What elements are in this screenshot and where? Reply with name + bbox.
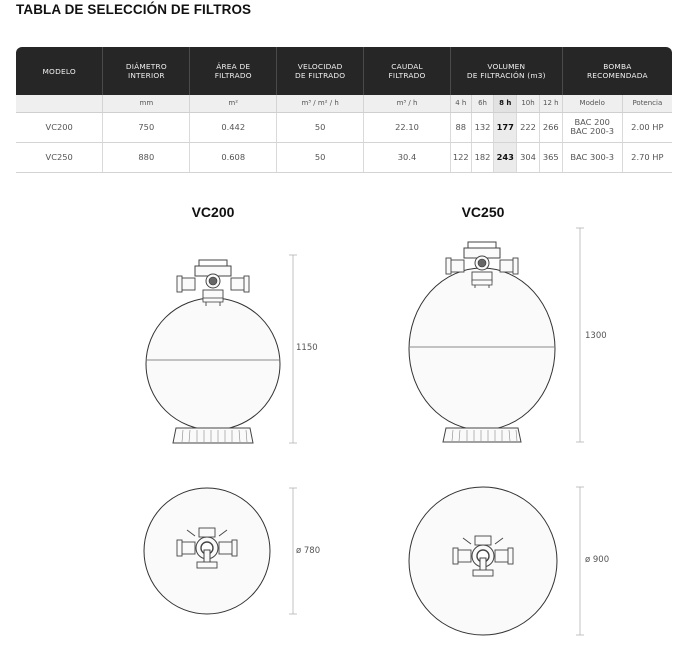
unit-potencia: Potencia [622, 95, 672, 112]
cell-area: 0.608 [190, 142, 277, 172]
cell-6h: 132 [471, 112, 494, 142]
cell-modelo: VC250 [16, 142, 103, 172]
cell-caudal: 22.10 [364, 112, 451, 142]
cell-6h: 182 [471, 142, 494, 172]
cell-caudal: 30.4 [364, 142, 451, 172]
cell-8h: 243 [494, 142, 517, 172]
vc200-diameter-label: ø 780 [296, 546, 321, 556]
cell-4h: 88 [450, 112, 471, 142]
cell-4h: 122 [450, 142, 471, 172]
unit-12h: 12 h [539, 95, 562, 112]
vc200-diameter-dimension-line [289, 488, 297, 614]
vc200-top-view [144, 488, 270, 614]
header-caudal: CAUDAL FILTRADO [364, 47, 451, 95]
vc250-side-view [409, 242, 555, 442]
unit-bomba-modelo: Modelo [562, 95, 622, 112]
cell-8h: 177 [494, 112, 517, 142]
cell-10h: 222 [517, 112, 540, 142]
cell-bomba-modelo: BAC 200 BAC 200-3 [562, 112, 622, 142]
unit-10h: 10h [517, 95, 540, 112]
cell-12h: 365 [539, 142, 562, 172]
cell-diametro: 750 [103, 112, 190, 142]
cell-area: 0.442 [190, 112, 277, 142]
vc250-diameter-dimension-line [576, 487, 584, 635]
header-modelo: MODELO [16, 47, 103, 95]
header-volumen: VOLUMEN DE FILTRACIÓN (m3) [450, 47, 562, 95]
vc250-title: VC250 [461, 204, 505, 220]
cell-diametro: 880 [103, 142, 190, 172]
unit-caudal: m³ / h [364, 95, 451, 112]
cell-potencia: 2.70 HP [622, 142, 672, 172]
vc200-height-dimension-line [289, 255, 297, 443]
vc250-height-dimension-line [576, 228, 584, 442]
cell-12h: 266 [539, 112, 562, 142]
vc200-title: VC200 [191, 204, 235, 220]
vc200-side-view [146, 260, 280, 443]
cell-modelo: VC200 [16, 112, 103, 142]
unit-4h: 4 h [450, 95, 471, 112]
cell-potencia: 2.00 HP [622, 112, 672, 142]
vc250-top-view [409, 487, 557, 635]
unit-6h: 6h [471, 95, 494, 112]
cell-velocidad: 50 [277, 142, 364, 172]
header-velocidad: VELOCIDAD DE FILTRADO [277, 47, 364, 95]
page-title: TABLA DE SELECCIÓN DE FILTROS [16, 2, 252, 17]
header-diametro: DIÁMETRO INTERIOR [103, 47, 190, 95]
cell-10h: 304 [517, 142, 540, 172]
unit-area: m² [190, 95, 277, 112]
unit-8h: 8 h [494, 95, 517, 112]
vc250-diameter-label: ø 900 [585, 555, 610, 565]
cell-velocidad: 50 [277, 112, 364, 142]
vc200-height-label: 1150 [296, 343, 318, 353]
cell-bomba-modelo: BAC 300-3 [562, 142, 622, 172]
unit-velocidad: m³ / m² / h [277, 95, 364, 112]
header-area: ÁREA DE FILTRADO [190, 47, 277, 95]
unit-diametro: mm [103, 95, 190, 112]
header-bomba: BOMBA RECOMENDADA [562, 47, 672, 95]
vc250-height-label: 1300 [585, 331, 607, 341]
